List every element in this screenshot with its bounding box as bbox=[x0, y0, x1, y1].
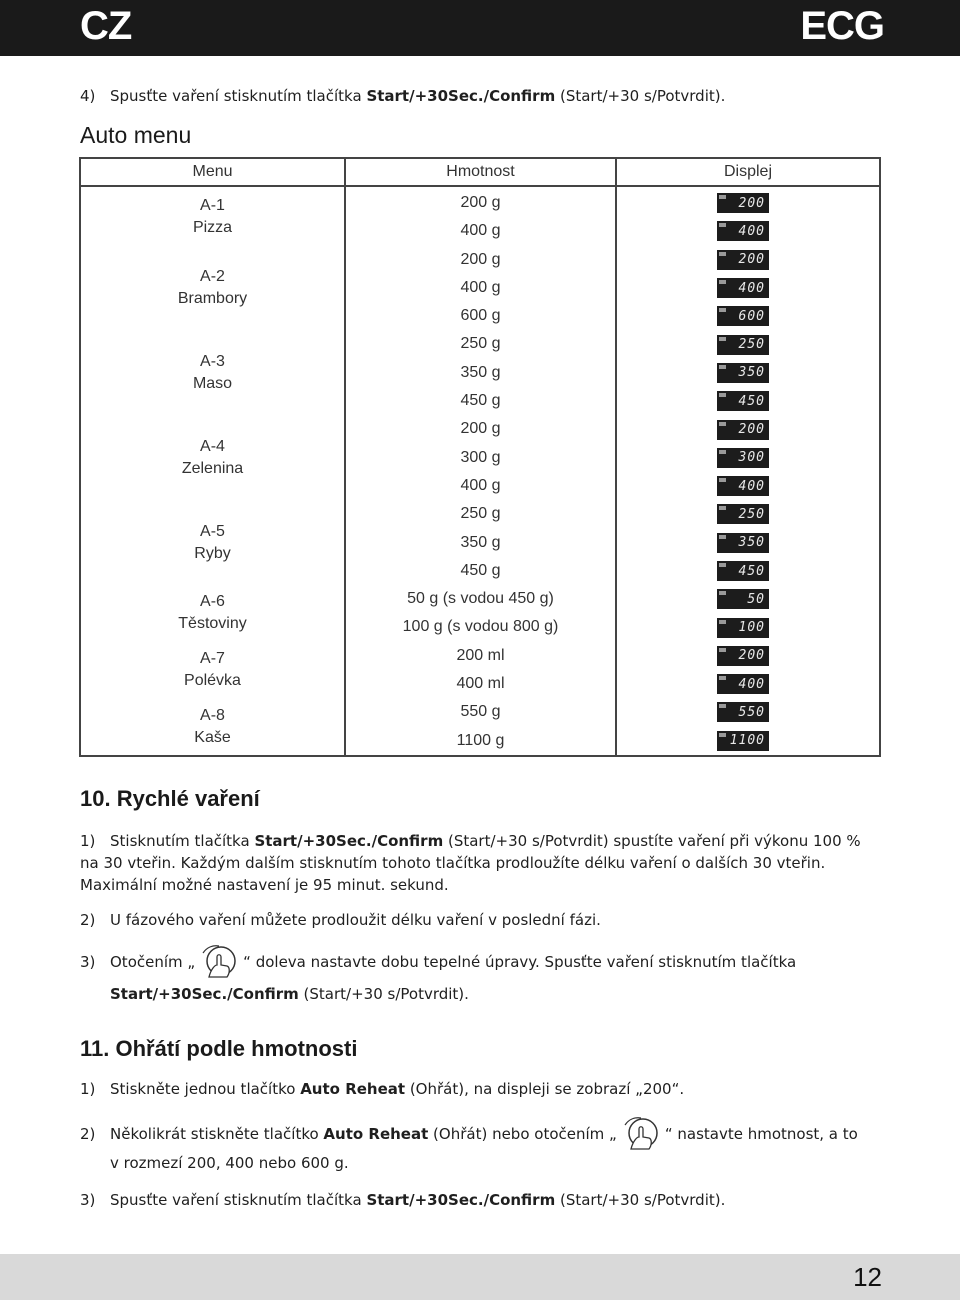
page-header bbox=[0, 0, 960, 56]
section-11-title: 11. Ohřátí podle hmotnosti bbox=[80, 1036, 358, 1061]
menu-code: A-4 bbox=[200, 437, 225, 455]
lcd-digits: 1100 bbox=[729, 733, 765, 749]
lcd-display-icon bbox=[717, 476, 769, 496]
table-header-row bbox=[80, 158, 880, 186]
display-row bbox=[617, 557, 879, 585]
lcd-indicator bbox=[719, 337, 726, 341]
weight-value: 450 g bbox=[460, 561, 501, 579]
table-body-row bbox=[80, 186, 880, 756]
lcd-digits: 450 bbox=[738, 393, 765, 409]
lcd-indicator bbox=[719, 648, 726, 652]
step-number: 1) bbox=[80, 1080, 96, 1098]
lcd-display-icon bbox=[717, 504, 769, 524]
lcd-digits: 200 bbox=[738, 422, 765, 438]
intro-step bbox=[80, 85, 882, 107]
lcd-display-icon bbox=[717, 306, 769, 326]
section-11-item-3 bbox=[80, 1189, 882, 1211]
lcd-digits: 350 bbox=[738, 365, 765, 381]
weight-value: 400 g bbox=[460, 222, 501, 240]
step-number: 2) bbox=[80, 911, 96, 929]
lcd-display-icon bbox=[717, 674, 769, 694]
auto-menu-table bbox=[79, 157, 881, 757]
column-header-display: Displej bbox=[616, 158, 880, 186]
menu-group bbox=[81, 189, 344, 246]
section-10-item-3-line-2 bbox=[80, 983, 882, 1005]
weight-column bbox=[345, 186, 616, 756]
step-text: (Start/+30 s/Potvrdit). bbox=[298, 985, 469, 1003]
lcd-indicator bbox=[719, 393, 726, 397]
step-text: (Start/+30 s/Potvrdit). bbox=[555, 87, 726, 105]
menu-name: Maso bbox=[192, 374, 233, 392]
lcd-display-icon bbox=[717, 646, 769, 666]
step-button-name: Auto Reheat bbox=[300, 1080, 406, 1098]
weight-value: 550 g bbox=[460, 703, 501, 721]
menu-code: A-1 bbox=[200, 197, 225, 215]
lcd-digits: 250 bbox=[738, 337, 765, 353]
step-text: Stiskněte jednou tlačítko bbox=[110, 1080, 301, 1098]
lcd-display-icon bbox=[717, 731, 769, 751]
step-button-name: Start/+30Sec./Confirm bbox=[366, 1191, 556, 1209]
display-row bbox=[617, 727, 879, 755]
weight-value: 250 g bbox=[460, 335, 501, 353]
display-row bbox=[617, 359, 879, 387]
section-10-item-2 bbox=[80, 909, 882, 931]
display-row bbox=[617, 670, 879, 698]
lcd-display-icon bbox=[717, 533, 769, 553]
lcd-digits: 200 bbox=[738, 195, 765, 211]
lcd-indicator bbox=[719, 252, 726, 256]
display-row bbox=[617, 246, 879, 274]
lcd-indicator bbox=[719, 676, 726, 680]
display-row bbox=[617, 698, 879, 726]
lcd-indicator bbox=[719, 535, 726, 539]
lcd-display-icon bbox=[717, 589, 769, 609]
step-text: v rozmezí 200, 400 nebo 600 g. bbox=[110, 1154, 349, 1172]
lcd-display-icon bbox=[717, 391, 769, 411]
weight-value: 400 g bbox=[460, 278, 501, 296]
lcd-display-icon bbox=[717, 363, 769, 383]
page-number: 12 bbox=[853, 1262, 882, 1292]
lcd-display-icon bbox=[717, 420, 769, 440]
lcd-indicator bbox=[719, 195, 726, 199]
step-text: Otočením „ bbox=[110, 953, 196, 971]
display-row bbox=[617, 585, 879, 613]
display-row bbox=[617, 500, 879, 528]
step-text: Spusťte vaření stisknutím tlačítka bbox=[110, 1191, 367, 1209]
menu-code: A-7 bbox=[200, 650, 225, 668]
weight-value: 300 g bbox=[460, 448, 501, 466]
display-row bbox=[617, 642, 879, 670]
weight-value: 250 g bbox=[460, 505, 501, 523]
menu-code: A-3 bbox=[200, 352, 225, 370]
menu-group bbox=[81, 330, 344, 415]
section-10-item-3 bbox=[80, 942, 882, 982]
lcd-indicator bbox=[719, 422, 726, 426]
lcd-digits: 400 bbox=[738, 478, 765, 494]
lcd-digits: 350 bbox=[738, 535, 765, 551]
step-text: (Start/+30 s/Potvrdit) spustíte vaření při výkonu 100 % bbox=[443, 832, 861, 850]
step-number: 4) bbox=[80, 87, 96, 105]
lcd-display-icon bbox=[717, 278, 769, 298]
step-text: “ nastavte hmotnost, a to bbox=[664, 1125, 858, 1143]
step-text: “ doleva nastavte dobu tepelné úpravy. Spusťte vaření stisknutím tlačítka bbox=[243, 953, 797, 971]
weight-value: 200 g bbox=[460, 250, 501, 268]
display-row bbox=[617, 189, 879, 217]
lcd-display-icon bbox=[717, 702, 769, 722]
step-text: Spusťte vaření stisknutím tlačítka bbox=[110, 87, 367, 105]
lcd-indicator bbox=[719, 365, 726, 369]
section-11-item-2-line-2 bbox=[80, 1152, 882, 1174]
step-number: 2) bbox=[80, 1125, 96, 1143]
step-text: (Ohřát) nebo otočením „ bbox=[428, 1125, 617, 1143]
step-text: Stisknutím tlačítka bbox=[110, 832, 255, 850]
display-row bbox=[617, 217, 879, 245]
weight-value: 450 g bbox=[460, 392, 501, 410]
step-number: 3) bbox=[80, 953, 96, 971]
display-row bbox=[617, 444, 879, 472]
lcd-digits: 250 bbox=[738, 506, 765, 522]
lcd-indicator bbox=[719, 704, 726, 708]
auto-menu-title: Auto menu bbox=[80, 122, 192, 148]
lcd-digits: 400 bbox=[738, 223, 765, 239]
display-row bbox=[617, 613, 879, 641]
display-column bbox=[616, 186, 880, 756]
step-number: 3) bbox=[80, 1191, 96, 1209]
step-button-name: Start/+30Sec./Confirm bbox=[110, 985, 299, 1003]
lcd-display-icon bbox=[717, 335, 769, 355]
lcd-indicator bbox=[719, 733, 726, 737]
menu-name: Brambory bbox=[177, 290, 248, 308]
display-row bbox=[617, 330, 879, 358]
rotary-knob-icon bbox=[199, 943, 239, 983]
display-row bbox=[617, 415, 879, 443]
lcd-display-icon bbox=[717, 448, 769, 468]
display-row bbox=[617, 274, 879, 302]
menu-name: Kaše bbox=[194, 728, 231, 746]
weight-value: 200 ml bbox=[456, 646, 505, 664]
column-header-menu: Menu bbox=[80, 158, 345, 186]
lcd-digits: 200 bbox=[738, 648, 765, 664]
weight-value: 100 g (s vodou 800 g) bbox=[402, 618, 559, 636]
step-button-name: Start/+30Sec./Confirm bbox=[366, 87, 556, 105]
lcd-digits: 400 bbox=[738, 280, 765, 296]
menu-code: A-6 bbox=[200, 593, 225, 611]
weight-value: 1100 g bbox=[456, 731, 505, 749]
lcd-digits: 100 bbox=[738, 620, 765, 636]
display-row bbox=[617, 387, 879, 415]
lcd-display-icon bbox=[717, 221, 769, 241]
lcd-display-icon bbox=[717, 193, 769, 213]
language-code: CZ bbox=[80, 4, 132, 48]
section-10-item-1-line-2: na 30 vteřin. Každým dalším stisknutím tohoto tlačítka prodloužíte délku vaření o dalších 30 vteřin. bbox=[80, 854, 826, 872]
weight-value: 350 g bbox=[460, 363, 501, 381]
section-10-item-1-line-3: Maximální možné nastavení je 95 minut. sekund. bbox=[80, 876, 449, 894]
lcd-digits: 550 bbox=[738, 704, 765, 720]
menu-name: Zelenina bbox=[181, 459, 244, 477]
step-text: (Start/+30 s/Potvrdit). bbox=[555, 1191, 726, 1209]
section-11-item-1 bbox=[80, 1078, 882, 1100]
menu-code: A-8 bbox=[200, 706, 225, 724]
menu-group bbox=[81, 585, 344, 642]
lcd-indicator bbox=[719, 223, 726, 227]
weight-value: 600 g bbox=[460, 307, 501, 325]
display-row bbox=[617, 302, 879, 330]
display-row bbox=[617, 529, 879, 557]
step-button-name: Auto Reheat bbox=[323, 1125, 429, 1143]
weight-value: 350 g bbox=[460, 533, 501, 551]
menu-name: Těstoviny bbox=[178, 615, 247, 633]
lcd-digits: 300 bbox=[738, 450, 765, 466]
lcd-indicator bbox=[719, 563, 726, 567]
brand-logo: ECG bbox=[800, 4, 884, 48]
lcd-display-icon bbox=[717, 250, 769, 270]
step-text: (Ohřát), na displeji se zobrazí „200“. bbox=[405, 1080, 685, 1098]
section-10-title: 10. Rychlé vaření bbox=[80, 786, 260, 811]
lcd-indicator bbox=[719, 620, 726, 624]
menu-group bbox=[81, 415, 344, 500]
menu-group bbox=[81, 246, 344, 331]
lcd-display-icon bbox=[717, 618, 769, 638]
weight-value: 200 g bbox=[460, 420, 501, 438]
weight-value: 200 g bbox=[460, 194, 501, 211]
menu-name: Polévka bbox=[184, 672, 241, 690]
menu-group bbox=[81, 500, 344, 585]
section-11-item-2 bbox=[80, 1114, 882, 1154]
lcd-display-icon bbox=[717, 561, 769, 581]
menu-group bbox=[81, 642, 344, 699]
weight-value: 400 ml bbox=[456, 675, 505, 693]
menu-group bbox=[81, 698, 344, 755]
weight-value: 400 g bbox=[460, 476, 501, 494]
lcd-digits: 600 bbox=[738, 308, 765, 324]
lcd-digits: 50 bbox=[747, 591, 765, 607]
menu-code: A-5 bbox=[200, 522, 225, 540]
menu-name: Ryby bbox=[194, 544, 231, 562]
lcd-digits: 400 bbox=[738, 676, 765, 692]
rotary-knob-icon bbox=[621, 1115, 661, 1155]
display-row bbox=[617, 472, 879, 500]
lcd-digits: 200 bbox=[738, 252, 765, 268]
lcd-indicator bbox=[719, 450, 726, 454]
weight-value: 50 g (s vodou 450 g) bbox=[407, 590, 554, 608]
lcd-digits: 450 bbox=[738, 563, 765, 579]
menu-name: Pizza bbox=[192, 219, 233, 237]
lcd-indicator bbox=[719, 506, 726, 510]
step-number: 1) bbox=[80, 832, 96, 850]
step-text: U fázového vaření můžete prodloužit délku vaření v poslední fázi. bbox=[110, 911, 601, 929]
step-button-name: Start/+30Sec./Confirm bbox=[254, 832, 444, 850]
step-text: Několikrát stiskněte tlačítko bbox=[110, 1125, 324, 1143]
section-10-item-1 bbox=[80, 830, 882, 852]
lcd-indicator bbox=[719, 591, 726, 595]
menu-column bbox=[80, 186, 345, 756]
column-header-weight: Hmotnost bbox=[345, 158, 616, 186]
lcd-indicator bbox=[719, 478, 726, 482]
lcd-indicator bbox=[719, 308, 726, 312]
page-footer bbox=[0, 1254, 960, 1300]
lcd-indicator bbox=[719, 280, 726, 284]
menu-code: A-2 bbox=[200, 268, 225, 286]
